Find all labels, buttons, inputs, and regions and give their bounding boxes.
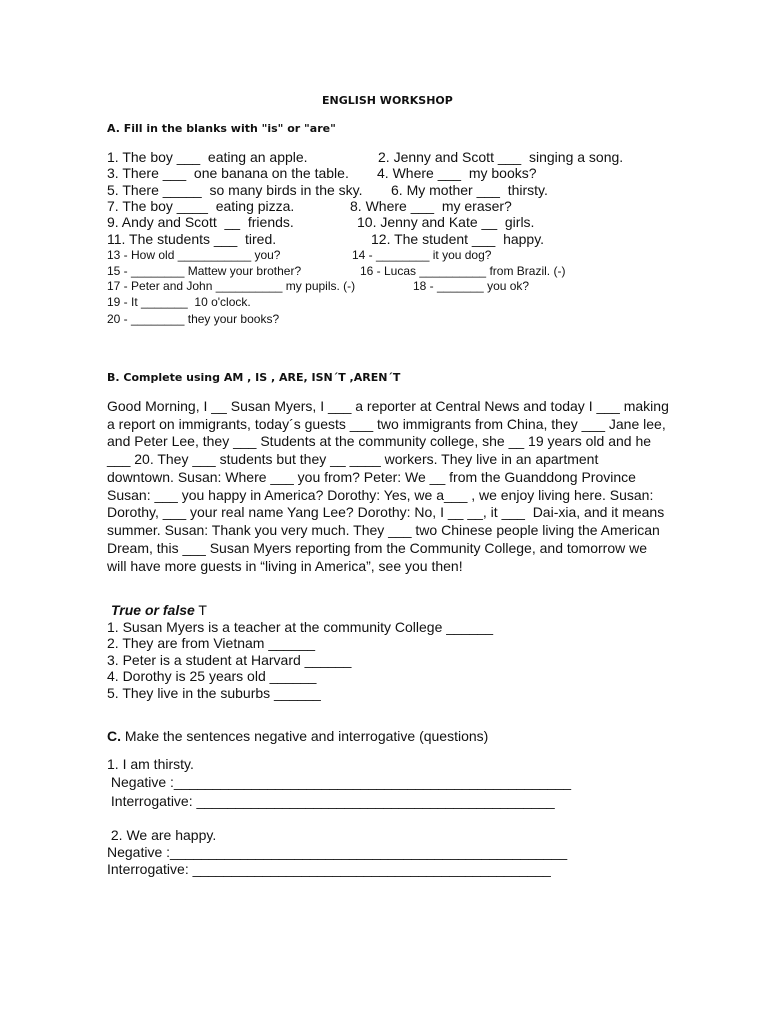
question-item: 7. The boy ____ eating pizza. — [107, 198, 295, 214]
passage-line: will have more guests in “living in America”, see you then! — [107, 558, 463, 574]
true-false-suffix: T — [194, 602, 207, 618]
true-false-title: True or false — [111, 602, 195, 618]
true-false-item: 2. They are from Vietnam ______ — [107, 635, 316, 651]
sentence-prompt: 1. I am thirsty. — [107, 756, 194, 772]
page-title: ENGLISH WORKSHOP — [322, 94, 453, 107]
question-item: 18 - _______ you ok? — [413, 279, 530, 293]
passage-line: summer. Susan: Thank you very much. They ___ two Chinese people living the American — [107, 522, 660, 538]
interrogative-line: Interrogative: ______________________________________________ — [107, 861, 551, 877]
question-item: 15 - ________ Mattew your brother? — [107, 264, 302, 278]
question-item: 20 - ________ they your books? — [107, 312, 280, 326]
section-c-letter: C. — [107, 728, 121, 744]
passage-line: Dream, this ___ Susan Myers reporting from the Community College, and tomorrow we — [107, 540, 647, 556]
passage-line: Good Morning, I __ Susan Myers, I ___ a reporter at Central News and today I ___ making — [107, 398, 669, 414]
question-item: 19 - It _______ 10 o'clock. — [107, 295, 251, 309]
section-c-heading — [107, 729, 488, 743]
true-false-item: 1. Susan Myers is a teacher at the community College ______ — [107, 619, 493, 635]
passage-line: and Peter Lee, they ___ Students at the community college, she __ 19 years old and he — [107, 433, 652, 449]
section-b-heading: B. Complete using AM , IS , ARE, ISN´T ,AREN´T — [107, 371, 401, 384]
passage-line: a report on immigrants, today´s guests ___ two immigrants from China, they ___ Jane lee, — [107, 416, 666, 432]
interrogative-line: Interrogative: ______________________________________________ — [107, 793, 555, 809]
question-item: 10. Jenny and Kate __ girls. — [357, 214, 535, 230]
true-false-heading — [111, 603, 207, 617]
question-item: 8. Where ___ my eraser? — [350, 198, 512, 214]
section-a-heading: A. Fill in the blanks with "is" or "are" — [107, 122, 336, 135]
question-item: 16 - Lucas __________ from Brazil. (-) — [360, 264, 566, 278]
true-false-item: 3. Peter is a student at Harvard ______ — [107, 652, 352, 668]
passage-line: Dorothy, ___ your real name Yang Lee? Dorothy: No, I __ __, it ___ Dai-xia, and it means — [107, 504, 665, 520]
question-item: 13 - How old ___________ you? — [107, 248, 281, 262]
question-item: 2. Jenny and Scott ___ singing a song. — [378, 149, 624, 165]
question-item: 14 - ________ it you dog? — [352, 248, 492, 262]
passage-line: ___ 20. They ___ students but they __ ____ workers. They live in an apartment — [107, 451, 599, 467]
question-item: 1. The boy ___ eating an apple. — [107, 149, 308, 165]
question-item: 17 - Peter and John __________ my pupils. (-) — [107, 279, 356, 293]
question-item: 11. The students ___ tired. — [107, 231, 277, 247]
question-item: 4. Where ___ my books? — [377, 165, 537, 181]
true-false-item: 4. Dorothy is 25 years old ______ — [107, 668, 317, 684]
question-item: 9. Andy and Scott __ friends. — [107, 214, 294, 230]
negative-line: Negative :___________________________________________________ — [107, 774, 572, 790]
question-item: 5. There _____ so many birds in the sky. — [107, 182, 363, 198]
passage-line: Susan: ___ you happy in America? Dorothy: Yes, we a___ , we enjoy living here. Susan: — [107, 487, 654, 503]
passage-line: downtown. Susan: Where ___ you from? Peter: We __ from the Guanddong Province — [107, 469, 636, 485]
negative-line: Negative :___________________________________________________ — [107, 844, 568, 860]
true-false-item: 5. They live in the suburbs ______ — [107, 685, 321, 701]
section-c-instruction: Make the sentences negative and interrogative (questions) — [121, 728, 489, 744]
sentence-prompt: 2. We are happy. — [107, 827, 217, 843]
question-item: 6. My mother ___ thirsty. — [391, 182, 548, 198]
question-item: 3. There ___ one banana on the table. — [107, 165, 349, 181]
question-item: 12. The student ___ happy. — [371, 231, 545, 247]
